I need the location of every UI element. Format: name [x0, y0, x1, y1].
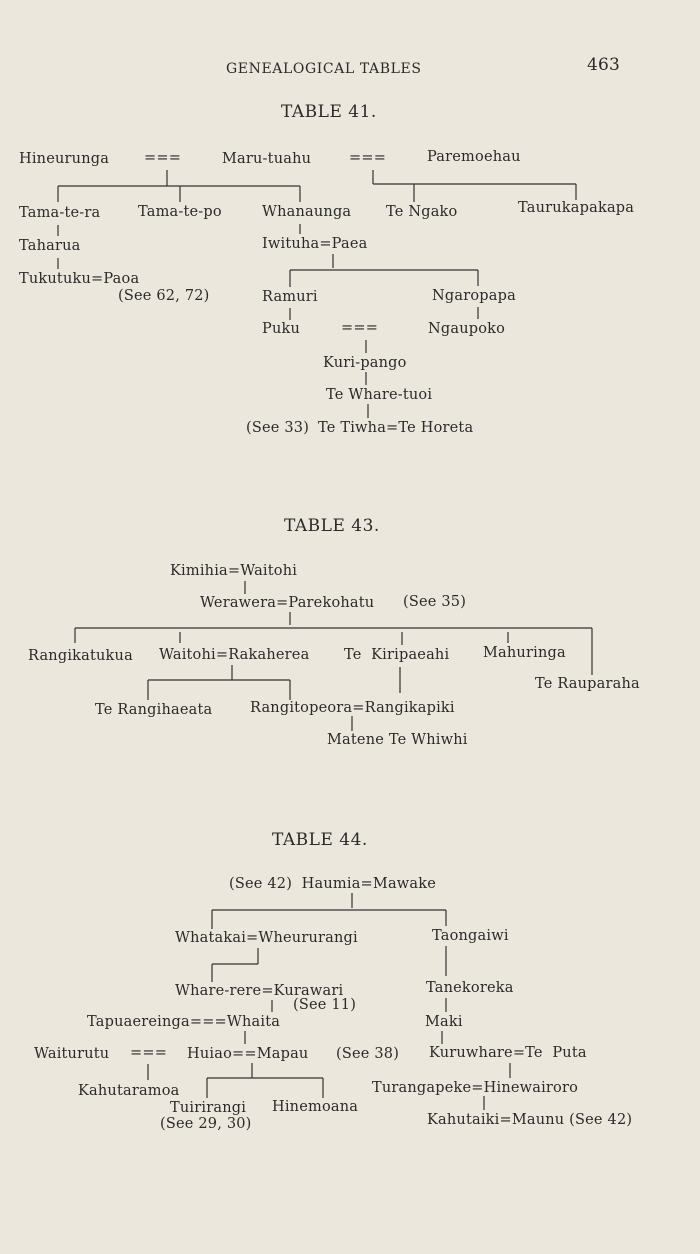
couple-tapuaereinga-whaita: Tapuaereinga===Whaita: [87, 1014, 281, 1030]
person-maru-tuahu: Maru-tuahu: [222, 151, 312, 167]
person-tuirirangi: Tuirirangi: [170, 1100, 247, 1116]
cross-reference: (See 35): [403, 594, 467, 610]
marriage-sign: ===: [144, 150, 182, 166]
person-hineurunga: Hineurunga: [19, 151, 110, 167]
table-44-title: TABLE 44.: [272, 830, 368, 850]
person-hinemoana: Hinemoana: [272, 1099, 359, 1115]
person-ngaupoko: Ngaupoko: [428, 321, 506, 337]
person-mahuringa: Mahuringa: [483, 645, 566, 661]
couple-huiao-mapau: Huiao==Mapau: [187, 1046, 309, 1062]
person-te-kiripaeahi: Te Kiripaeahi: [344, 647, 450, 663]
running-title: GENEALOGICAL TABLES: [226, 61, 422, 77]
couple-tukutuku-paoa: Tukutuku=Paoa: [19, 271, 140, 287]
couple-iwituha-paea: Iwituha=Paea: [262, 236, 368, 252]
person-kahutaramoa: Kahutaramoa: [78, 1083, 180, 1099]
couple-waitohi-rakaherea: Waitohi=Rakaherea: [159, 647, 310, 663]
page-number: 463: [587, 55, 621, 75]
cross-reference: (See 29, 30): [160, 1116, 252, 1132]
person-tama-te-ra: Tama-te-ra: [19, 205, 101, 221]
couple-werawera-parekohatu: Werawera=Parekohatu: [200, 595, 375, 611]
couple-whatakai-wheururangi: Whatakai=Wheururangi: [175, 930, 358, 946]
person-waiturutu: Waiturutu: [34, 1046, 110, 1062]
marriage-sign: ===: [130, 1045, 168, 1061]
couple-kimihia-waitohi: Kimihia=Waitohi: [170, 563, 298, 579]
person-ramuri: Ramuri: [262, 289, 318, 305]
person-kuri-pango: Kuri-pango: [323, 355, 407, 371]
table-43-title: TABLE 43.: [284, 516, 380, 536]
person-tama-te-po: Tama-te-po: [138, 204, 222, 220]
person-whanaunga: Whanaunga: [262, 204, 352, 220]
person-rangikatukua: Rangikatukua: [28, 648, 133, 664]
person-maki: Maki: [425, 1014, 463, 1030]
marriage-sign: ===: [349, 150, 387, 166]
couple-haumia-mawake: (See 42) Haumia=Mawake: [229, 876, 437, 892]
couple-whare-rere-kurawari: Whare-rere=Kurawari: [175, 983, 344, 999]
couple-te-tiwha-te-horeta: Te Tiwha=Te Horeta: [318, 420, 474, 436]
person-te-whare-tuoi: Te Whare-tuoi: [326, 387, 433, 403]
marriage-sign: ===: [341, 320, 379, 336]
cross-reference: (See 62, 72): [118, 288, 210, 304]
person-tanekoreka: Tanekoreka: [426, 980, 514, 996]
couple-kuruwhare-te-puta: Kuruwhare=Te Puta: [429, 1045, 587, 1061]
cross-reference: (See 11): [293, 997, 357, 1013]
couple-turangapeke-hinewairoro: Turangapeke=Hinewairoro: [372, 1080, 579, 1096]
person-taongaiwi: Taongaiwi: [432, 928, 509, 944]
person-puku: Puku: [262, 321, 301, 337]
cross-reference: (See 38): [336, 1046, 400, 1062]
person-te-rangihaeata: Te Rangihaeata: [95, 702, 213, 718]
person-te-rauparaha: Te Rauparaha: [535, 676, 640, 692]
person-matene-te-whiwhi: Matene Te Whiwhi: [327, 732, 468, 748]
couple-rangitopeora-rangikapiki: Rangitopeora=Rangikapiki: [250, 700, 455, 716]
cross-reference: (See 33): [246, 420, 310, 436]
person-paremoehau: Paremoehau: [427, 149, 521, 165]
table-41-title: TABLE 41.: [281, 102, 377, 122]
person-te-ngako: Te Ngako: [386, 204, 458, 220]
person-taurukapakapa: Taurukapakapa: [518, 200, 635, 216]
couple-kahutaiki-maunu: Kahutaiki=Maunu (See 42): [427, 1112, 633, 1128]
person-ngaropapa: Ngaropapa: [432, 288, 516, 304]
person-taharua: Taharua: [19, 238, 81, 254]
